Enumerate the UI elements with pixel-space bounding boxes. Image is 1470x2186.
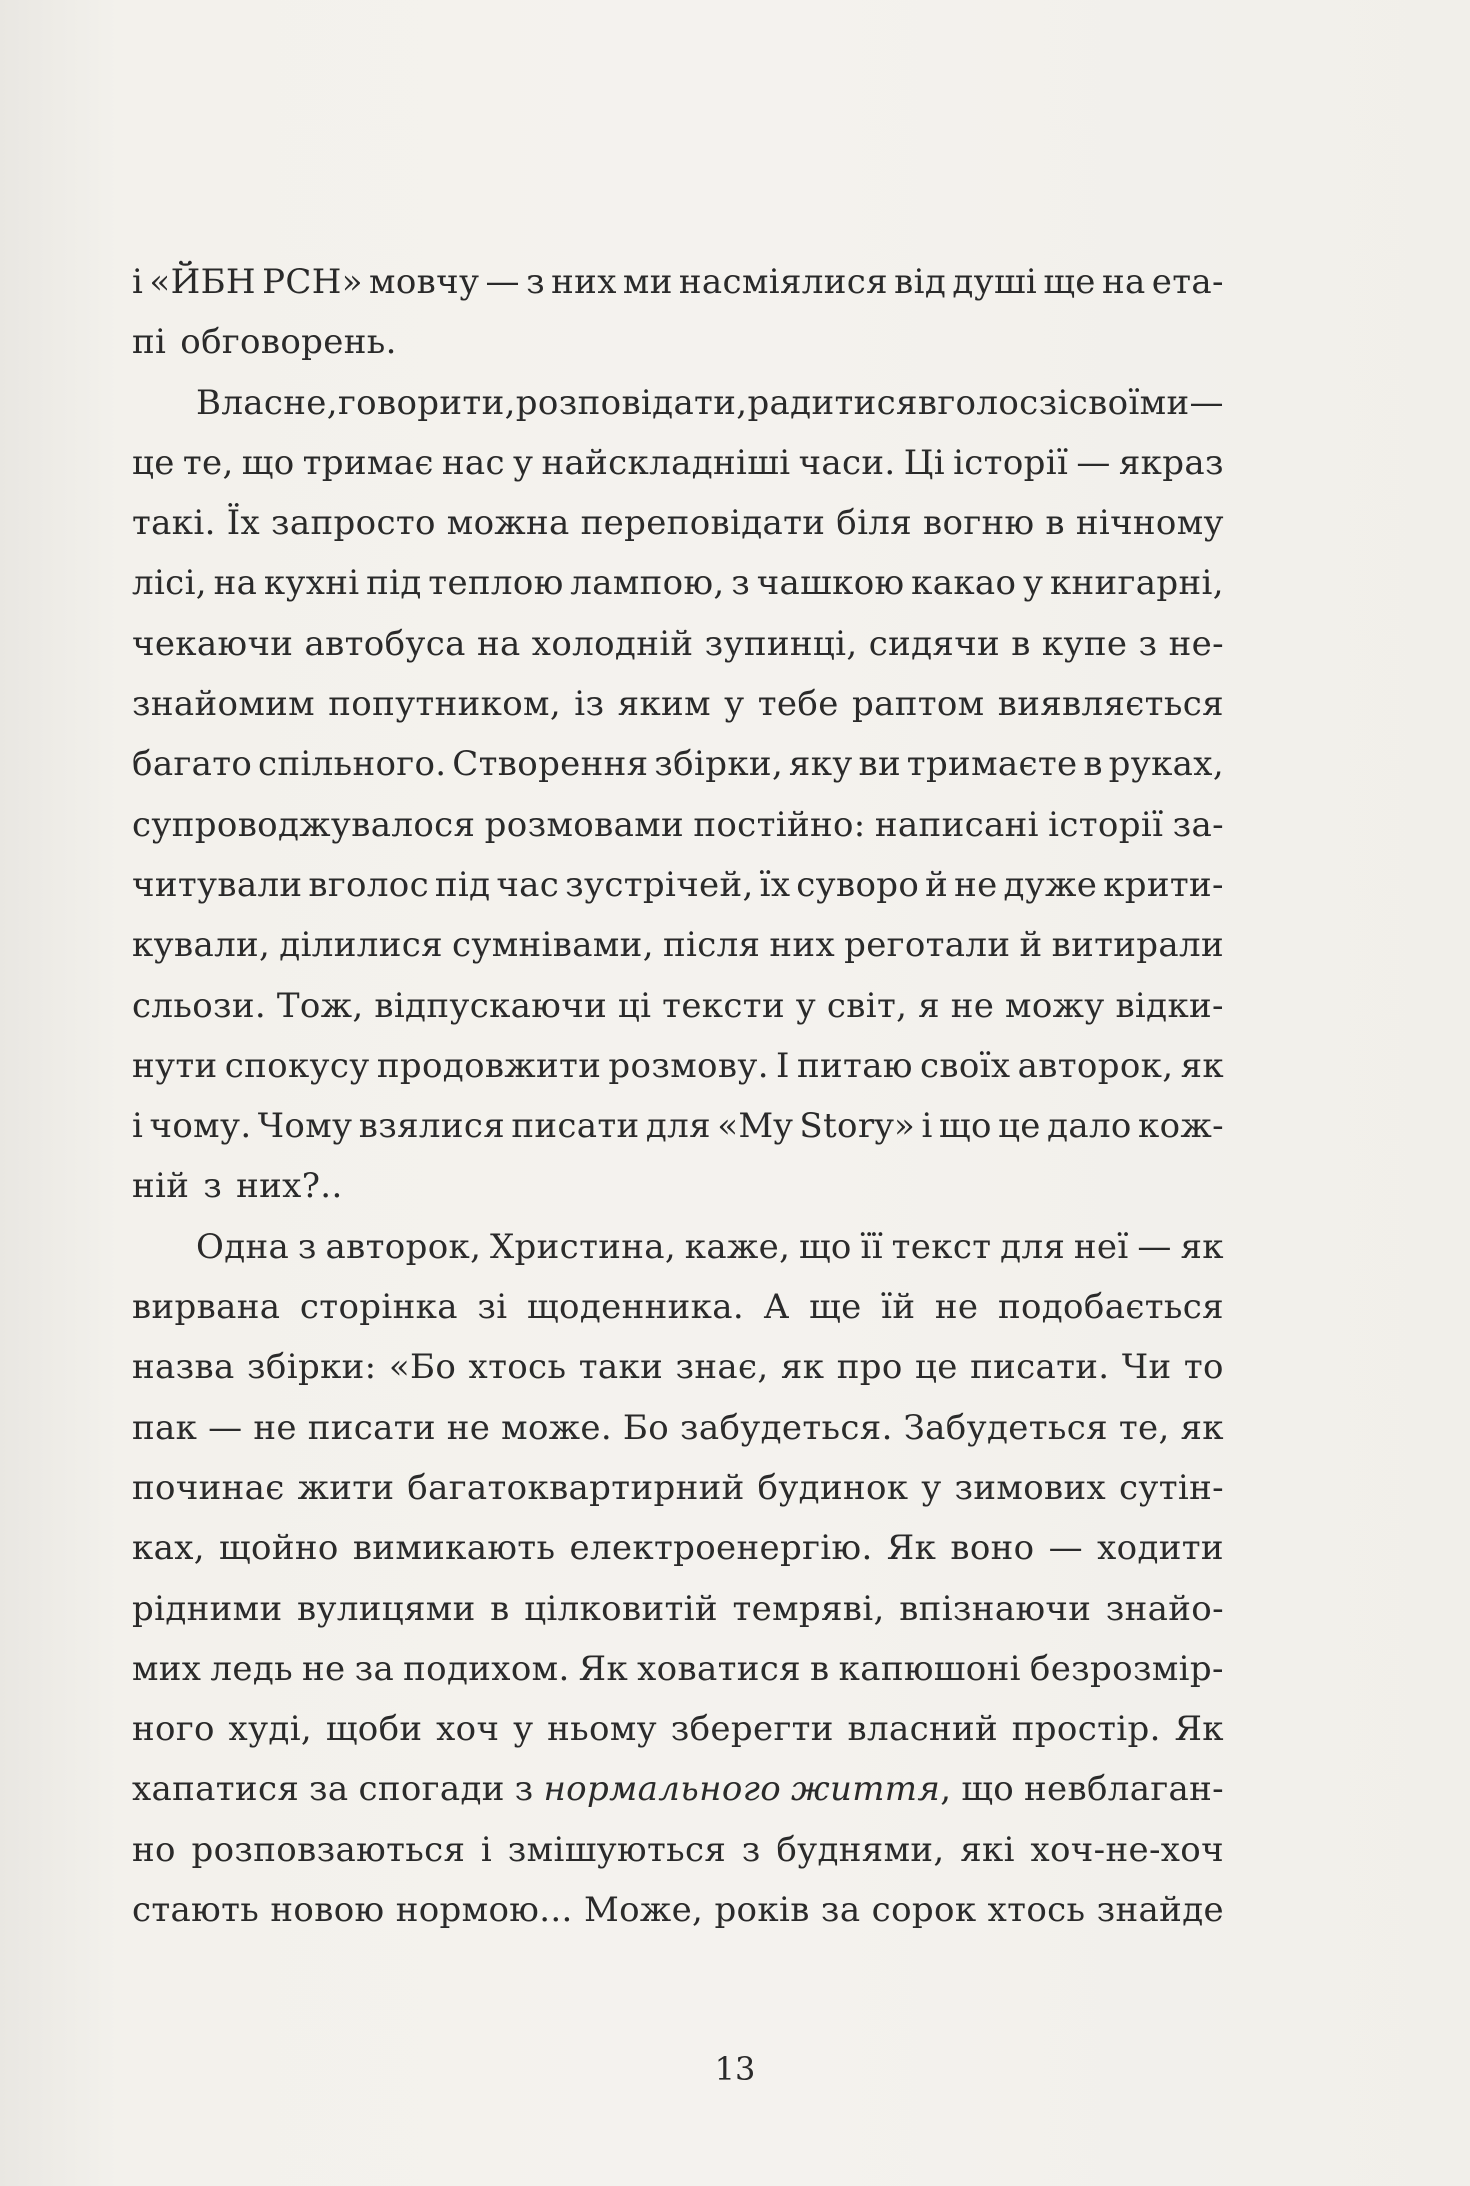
text-line: хапатися за спогади з нормального життя, що невблаган- — [132, 1769, 1224, 1810]
text-line: і чому. Чому взялися писати для «My Story» і що це дало кож- — [132, 1106, 1224, 1147]
text-line: лісі, на кухні під теплою лампою, з чашкою какао у книгарні, — [132, 563, 1224, 604]
page-number: 13 — [714, 2050, 756, 2088]
text-line: супроводжувалося розмовами постійно: написані історії за- — [132, 804, 1224, 845]
text-line: рідними вулицями в цілковитій темряві, впізнаючи знайо- — [132, 1588, 1224, 1629]
text-line: нути спокусу продовжити розмову. І питаю своїх авторок, як — [132, 1045, 1224, 1086]
text-line: стають новою нормою... Може, років за сорок хтось знайде — [132, 1890, 1224, 1931]
text-line: пак — не писати не може. Бо забудеться. Забудеться те, як — [132, 1407, 1224, 1448]
text-line: назва збірки: «Бо хтось таки знає, як про це писати. Чи то — [132, 1347, 1224, 1388]
body-text — [132, 252, 1224, 1940]
text-line: чекаючи автобуса на холодній зупинці, сидячи в купе з не- — [132, 623, 1224, 664]
text-line: ного худі, щоби хоч у ньому зберегти власний простір. Як — [132, 1709, 1224, 1750]
text-line: це те, що тримає нас у найскладніші часи. Ці історії — якраз — [132, 442, 1224, 483]
text-line: но розповзаються і змішуються з буднями, які хоч-не-хоч — [132, 1829, 1224, 1870]
text-line: ках, щойно вимикають електроенергію. Як воно — ходити — [132, 1528, 1224, 1569]
text-line: ній з них?.. — [132, 1166, 343, 1207]
text-line: і «ЙБН РСН» мовчу — з них ми насміялися від душі ще на ета- — [132, 262, 1224, 302]
text-line: такі. Їх запросто можна переповідати біля вогню в нічному — [132, 503, 1224, 544]
text-line: мих ледь не за подихом. Як ховатися в капюшоні безрозмір- — [132, 1648, 1224, 1689]
text-line: вирвана сторінка зі щоденника. А ще їй не подобається — [132, 1287, 1224, 1328]
text-line: починає жити багатоквартирний будинок у зимових сутін- — [132, 1467, 1224, 1508]
text-line: читували вголос під час зустрічей, їх суворо й не дуже крити- — [132, 864, 1224, 905]
text-line: знайомим попутником, із яким у тебе раптом виявляється — [132, 684, 1224, 725]
text-line: Одна з авторок, Христина, каже, що її текст для неї — як — [196, 1226, 1224, 1267]
text-line: пі обговорень. — [132, 322, 397, 363]
text-line: сльози. Тож, відпускаючи ці тексти у світ, я не можу відки- — [132, 985, 1224, 1026]
text-line: багато спільного. Створення збірки, яку ви тримаєте в руках, — [132, 744, 1224, 785]
text-line: Власне, говорити, розповідати, радитися вголос зі своїми — — [196, 382, 1224, 423]
text-line: кували, ділилися сумнівами, після них реготали й витирали — [132, 925, 1224, 966]
